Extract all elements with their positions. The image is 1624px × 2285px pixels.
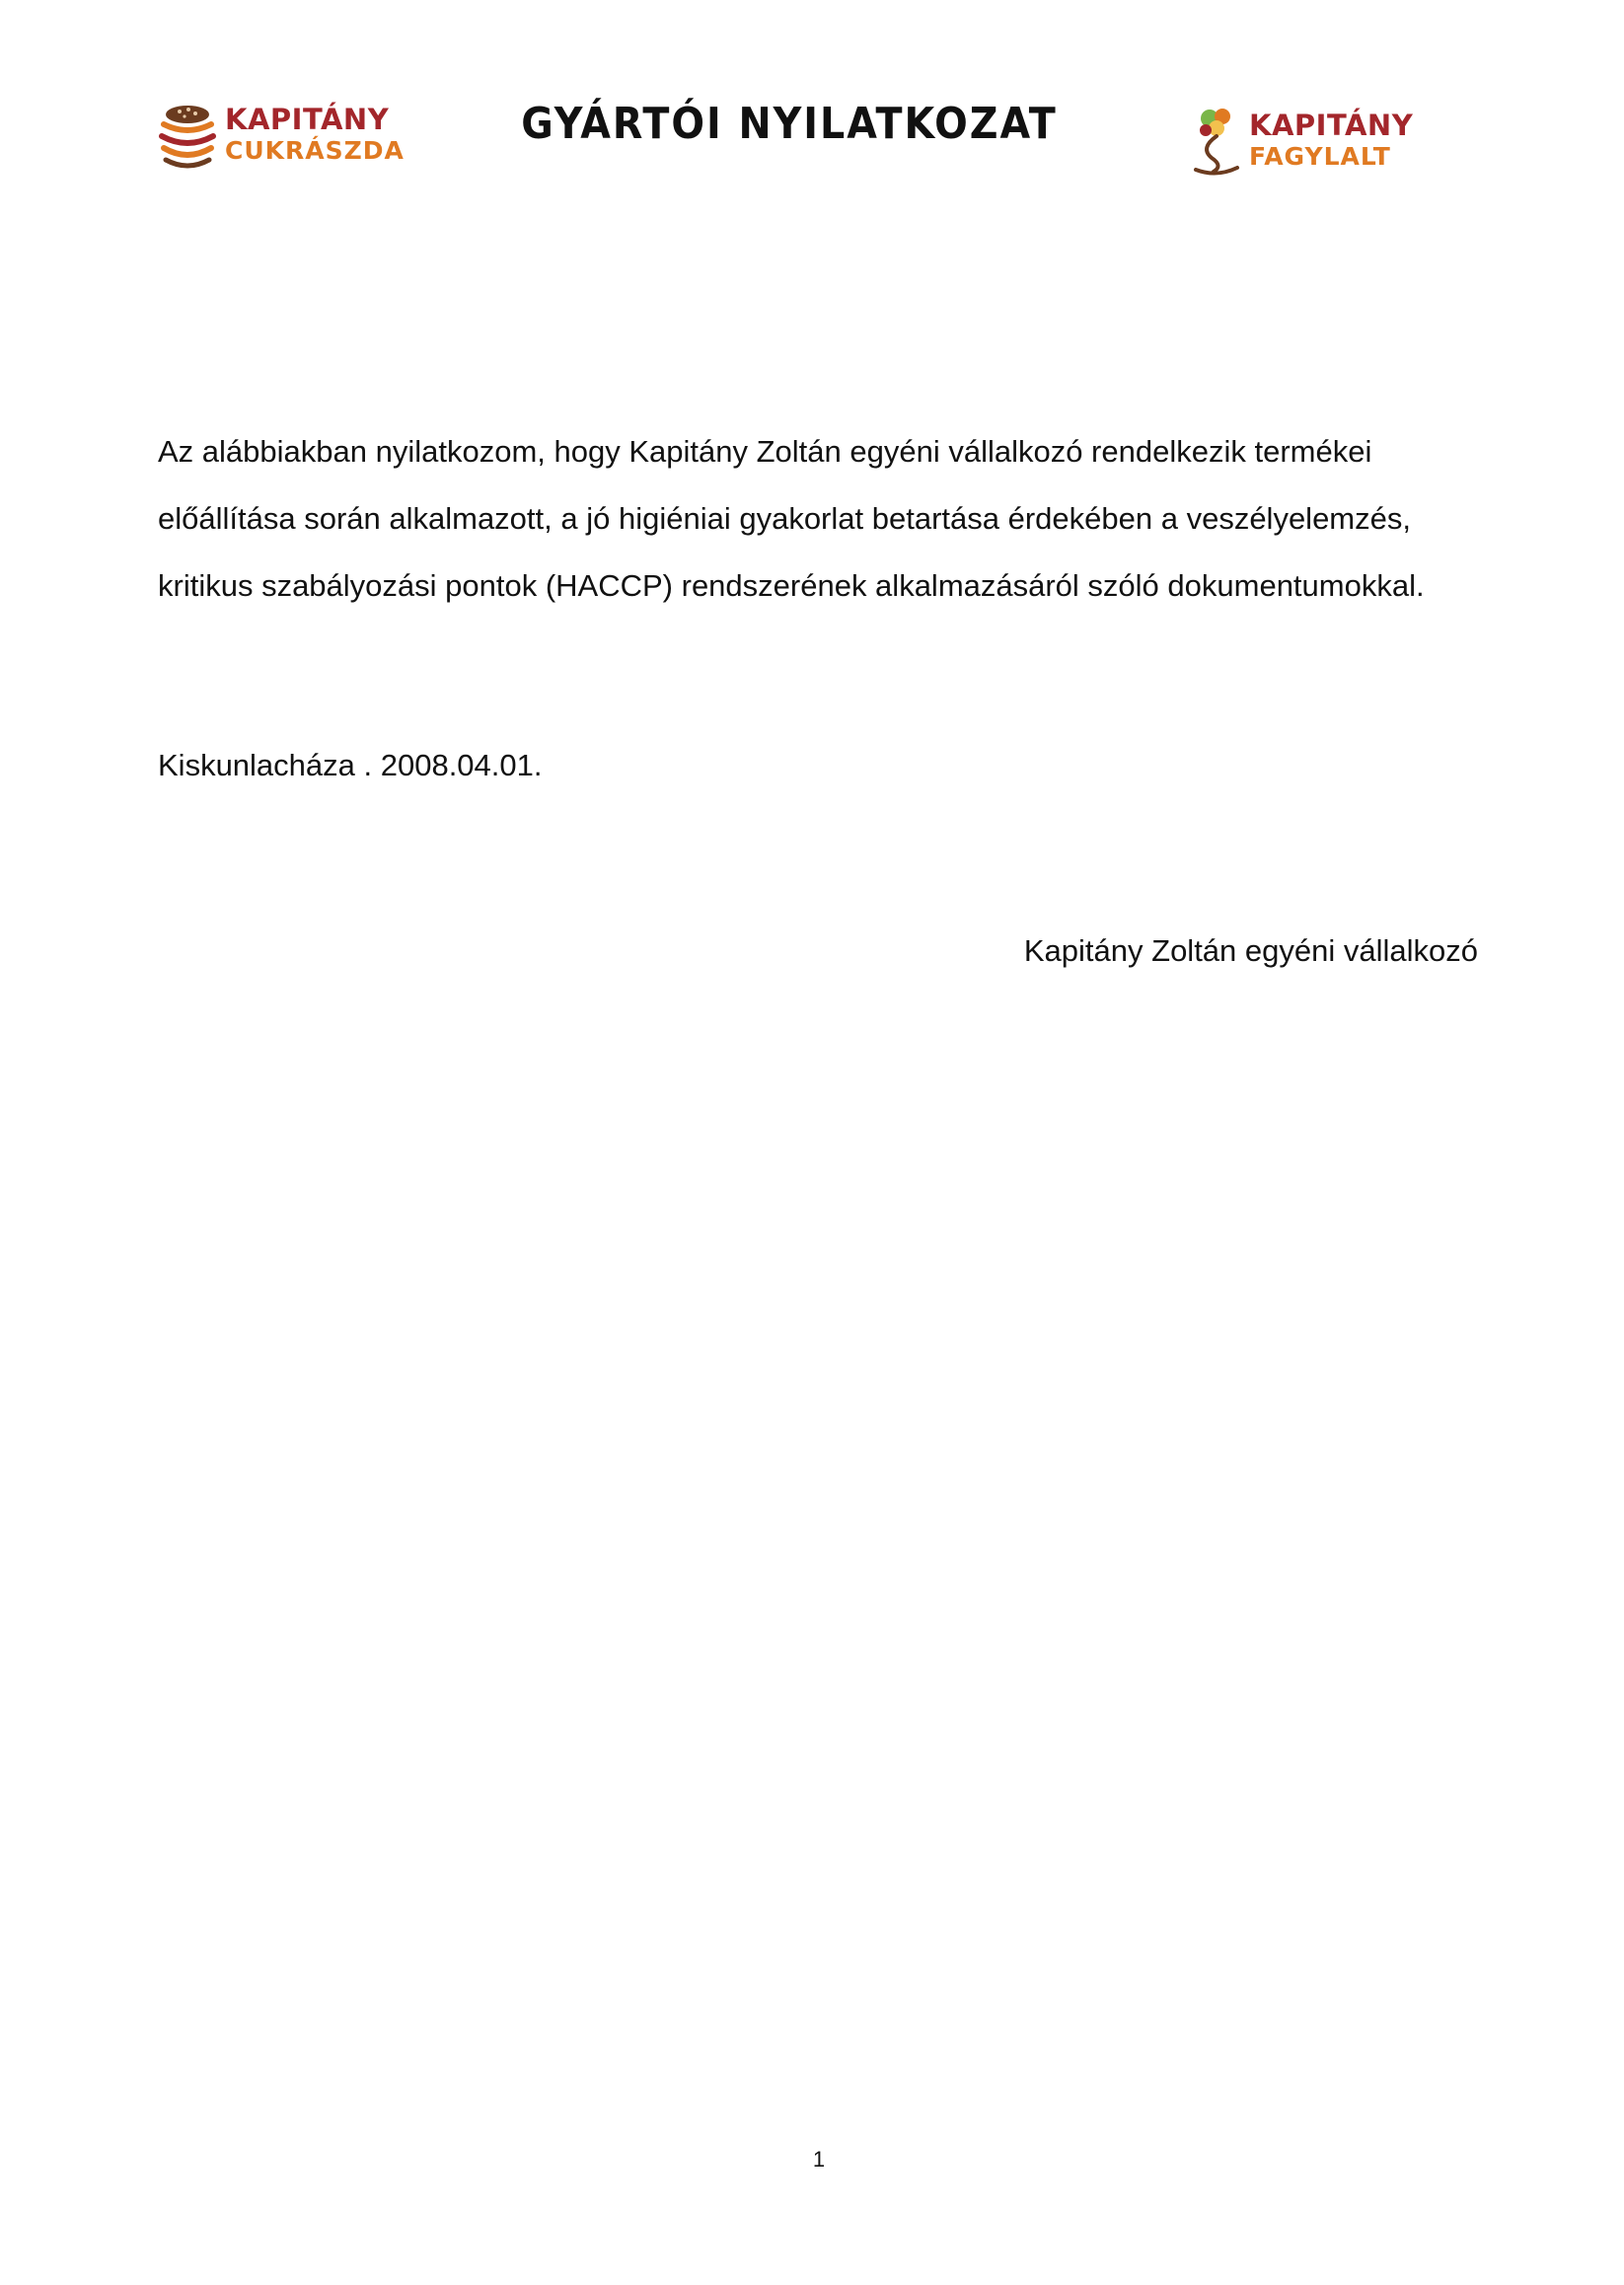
page-number: 1 [812, 2147, 826, 2172]
page-header [0, 0, 1624, 197]
logo-brand-sub: FAGYLALT [1249, 142, 1391, 171]
declaration-paragraph: Az alábbiakban nyilatkozom, hogy Kapitány Zoltán egyéni vállalkozó rendelkezik termékei előállítása során alkalmazott, a jó higiéniai gyakorlat betartása érdekében a veszélyelemzés, kritikus szabályozási pontok (HACCP) rendszerének alkalmazásáról szóló dokumentumokkal. [158, 434, 1425, 603]
signature-line: Kapitány Zoltán egyéni vállalkozó [1023, 933, 1478, 968]
logo-text [1249, 111, 1413, 169]
document-title: GYÁRTÓI NYILATKOZAT [521, 99, 1058, 149]
logo-kapitany-fagylalt [1192, 101, 1413, 180]
place-and-date: Kiskunlacháza . 2008.04.01. [158, 748, 543, 782]
logo-brand-sub: CUKRÁSZDA [225, 136, 405, 165]
logo-brand-name: KAPITÁNY [1249, 109, 1414, 142]
logo-brand-name: KAPITÁNY [225, 103, 390, 136]
ice-cream-icon [1192, 105, 1241, 176]
